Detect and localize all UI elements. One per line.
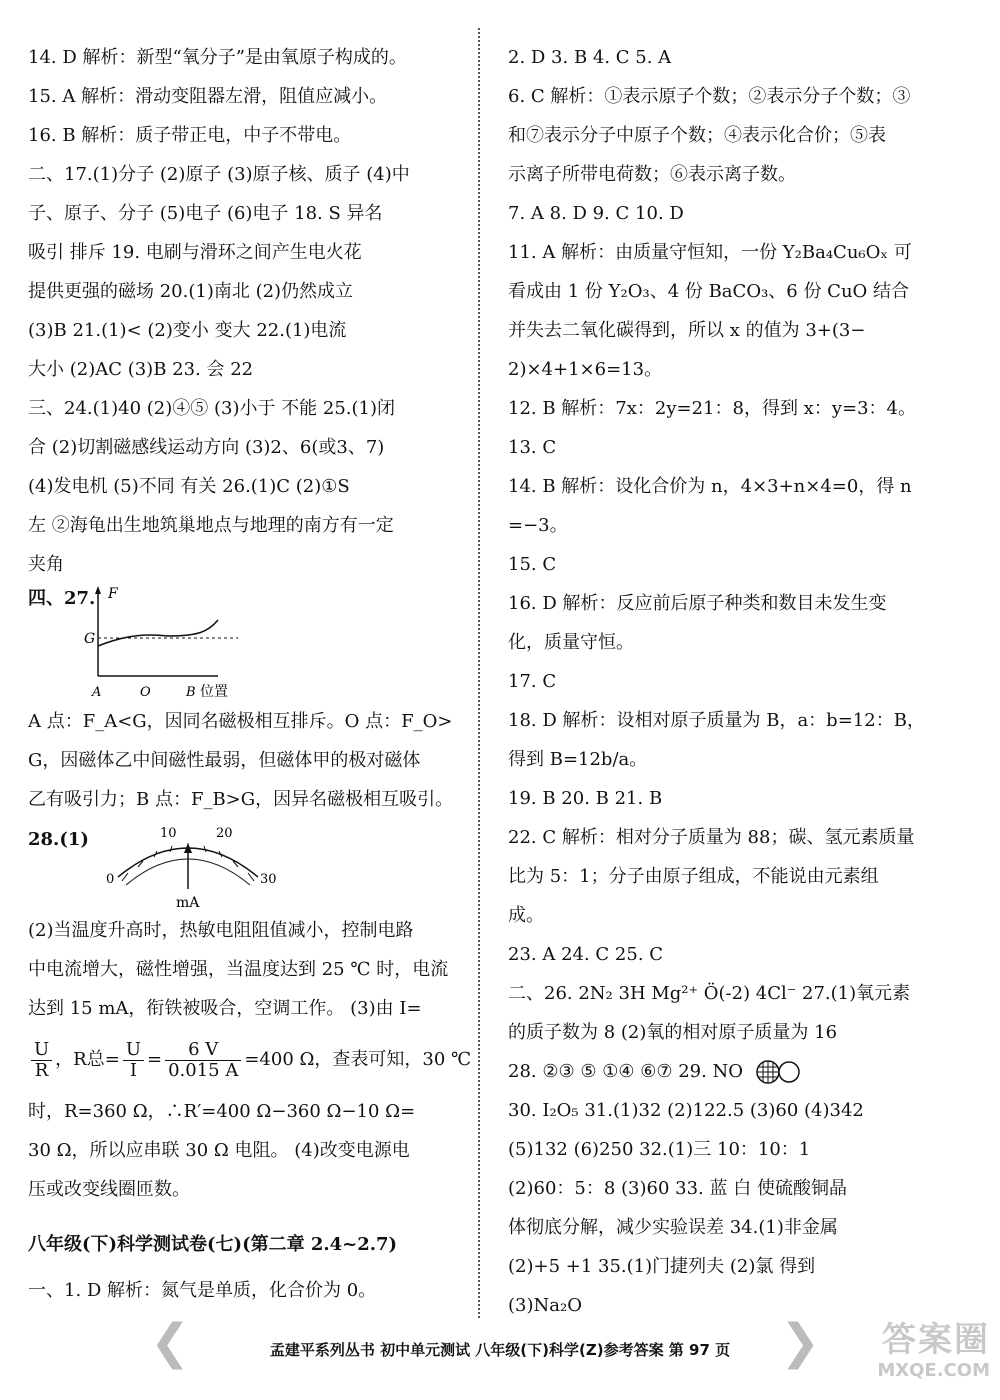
- answer-line: 11. A 解析：由质量守恒知，一份 Y₂Ba₄Cu₆Oₓ 可: [508, 242, 912, 263]
- answer-line: 体彻底分解，减少实验误差 34.(1)非金属: [508, 1217, 838, 1238]
- next-page-chevron-icon: ❯: [780, 1314, 821, 1370]
- formula-text: ，R总=: [55, 1049, 120, 1070]
- tick-label: 30: [260, 872, 277, 887]
- watermark-logo: [860, 1320, 990, 1390]
- answer-line: 16. D 解析：反应前后原子种类和数目未发生变: [508, 593, 887, 614]
- answer-line: 大小 (2)AC (3)B 23. 会 22: [28, 359, 254, 380]
- x-label-o: O: [140, 685, 151, 700]
- answer-line: 二、26. 2N₂ 3H Mg²⁺ Ö(-2) 4Cl⁻ 27.(1)氧元素: [508, 983, 911, 1004]
- fraction: [123, 1040, 144, 1081]
- answer-line: 提供更强的磁场 20.(1)南北 (2)仍然成立: [28, 281, 354, 302]
- q27-explanation: [28, 702, 468, 819]
- answer-line: 三、24.(1)40 (2)④⑤ (3)小于 不能 25.(1)闭: [28, 398, 396, 419]
- q27-label: 四、27.: [28, 588, 96, 609]
- x-label-a: A: [92, 685, 102, 700]
- left-column: [28, 38, 472, 1310]
- answer-line: 吸引 排斥 19. 电刷与滑环之间产生电火花: [28, 242, 362, 263]
- answer-line: (2)+5 +1 35.(1)门捷列夫 (2)氯 得到: [508, 1256, 816, 1277]
- right-column: [508, 38, 948, 1325]
- watermark-url: MXQE.COM: [877, 1360, 990, 1381]
- answer-line: 30. I₂O₅ 31.(1)32 (2)122.5 (3)60 (4)342: [508, 1100, 864, 1121]
- answer-line: 二、17.(1)分子 (2)原子 (3)原子核、质子 (4)中: [28, 164, 410, 185]
- molecule-model-icon: [755, 1059, 801, 1085]
- force-position-graph: [68, 584, 268, 702]
- q28-conclusion: [28, 1092, 468, 1209]
- answer-line: 15. A 解析：滑动变阻器左滑，阻值应减小。: [28, 86, 388, 107]
- answer-line: 压或改变线圈匝数。: [28, 1179, 190, 1200]
- g-label: G: [84, 631, 96, 647]
- prev-page-chevron-icon: ❮: [150, 1314, 191, 1370]
- section-title: 八年级(下)科学测试卷(七)(第二章 2.4~2.7): [28, 1234, 398, 1255]
- answer-line: 成。: [508, 905, 544, 926]
- answer-line: 30 Ω，所以应串联 30 Ω 电阻。 (4)改变电源电: [28, 1140, 410, 1161]
- answer-line: 23. A 24. C 25. C: [508, 944, 664, 965]
- answer-line: 得到 B=12b/a。: [508, 749, 648, 770]
- q28-explanation: [28, 911, 468, 1028]
- q28-figure: [28, 819, 468, 911]
- formula-text: =400 Ω，查表可知，30 ℃: [244, 1049, 472, 1070]
- answer-line: 2. D 3. B 4. C 5. A: [508, 47, 672, 68]
- y-axis-label: F: [108, 586, 118, 602]
- answer-line: (4)发电机 (5)不同 有关 26.(1)C (2)①S: [28, 476, 350, 497]
- answer-line: 达到 15 mA，衔铁被吸合，空调工作。 (3)由 I=: [28, 998, 422, 1019]
- answer-line: 并失去二氧化碳得到，所以 x 的值为 3+(3−: [508, 320, 866, 341]
- answer-line: 19. B 20. B 21. B: [508, 788, 663, 809]
- answer-line: 中电流增大，磁性增强，当温度达到 25 ℃ 时，电流: [28, 959, 449, 980]
- answer-line: (2)60：5：8 (3)60 33. 蓝 白 使硫酸铜晶: [508, 1178, 847, 1199]
- numerator: 6 V: [165, 1040, 241, 1061]
- force-curve: [98, 620, 218, 646]
- page-footer: 孟建平系列丛书 初中单元测试 八年级(下)科学(Z)参考答案 第 97 页: [269, 1341, 731, 1359]
- answer-line: 7. A 8. D 9. C 10. D: [508, 203, 684, 224]
- x-axis-label: 位置: [200, 684, 228, 700]
- answer-line: =−3。: [508, 515, 568, 536]
- answer-line: 时，R=360 Ω，∴R′=400 Ω−360 Ω−10 Ω=: [28, 1101, 416, 1122]
- answer-line: 6. C 解析：①表示原子个数；②表示分子个数；③: [508, 86, 911, 107]
- numerator: U: [31, 1040, 52, 1061]
- column-divider: [478, 28, 480, 1318]
- answer-line: 合 (2)切割磁感线运动方向 (3)2、6(或3、7): [28, 437, 385, 458]
- answer-line: 18. D 解析：设相对原子质量为 B，a：b=12：B，: [508, 710, 925, 731]
- answer-line: 看成由 1 份 Y₂O₃、4 份 BaCO₃、6 份 CuO 结合: [508, 281, 910, 302]
- answer-line: 12. B 解析：7x：2y=21：8，得到 x：y=3：4。: [508, 398, 916, 419]
- denominator: 0.015 A: [168, 1059, 239, 1081]
- denominator: I: [129, 1059, 137, 1081]
- answer-line: 化，质量守恒。: [508, 632, 634, 653]
- ohms-law-formula: [28, 1028, 472, 1092]
- answer-line: 13. C: [508, 437, 557, 458]
- answer-line: 14. B 解析：设化合价为 n，4×3+n×4=0，得 n: [508, 476, 912, 497]
- tick-label: 10: [160, 826, 177, 841]
- answer-line: 16. B 解析：质子带正电，中子不带电。: [28, 125, 352, 146]
- answer-line: 22. C 解析：相对分子质量为 88；碳、氢元素质量: [508, 827, 915, 848]
- answer-line: (2)当温度升高时，热敏电阻阻值减小，控制电路: [28, 920, 414, 941]
- answer-line: (3)Na₂O: [508, 1295, 582, 1316]
- fraction: [165, 1040, 241, 1081]
- answer-line: 和⑦表示分子中原子个数；④表示化合价；⑤表: [508, 125, 886, 146]
- answer-line: (5)132 (6)250 32.(1)三 10：10：1: [508, 1139, 811, 1160]
- answer-line: 2)×4+1×6=13。: [508, 359, 663, 380]
- watermark-text: 答案圈: [882, 1320, 990, 1360]
- answer-line: 一、1. D 解析：氮气是单质，化合价为 0。: [28, 1280, 377, 1301]
- tick-label: 20: [216, 826, 233, 841]
- answer-line: 左 ②海龟出生地筑巢地点与地理的南方有一定: [28, 515, 394, 536]
- answer-line: 示离子所带电荷数；⑥表示离子数。: [508, 164, 796, 185]
- tick-label: 0: [106, 872, 115, 887]
- answer-line: G，因磁体乙中间磁性最弱，但磁体甲的极对磁体: [28, 750, 421, 771]
- fraction: [31, 1040, 52, 1081]
- answer-text: 28. ②③ ⑤ ①④ ⑥⑦ 29. NO: [508, 1061, 744, 1082]
- ammeter-dial: [88, 819, 278, 911]
- answer-line-q28-29: [508, 1052, 948, 1091]
- answer-line: 比为 5：1；分子由原子组成，不能说由元素组: [508, 866, 879, 887]
- q28-label: 28.(1): [28, 829, 89, 850]
- unit-label: mA: [176, 895, 200, 911]
- x-label-b: B: [186, 685, 196, 700]
- left-answers: [28, 38, 468, 584]
- numerator: U: [123, 1040, 144, 1061]
- answer-line: 子、原子、分子 (5)电子 (6)电子 18. S 异名: [28, 203, 383, 224]
- denominator: R: [34, 1059, 49, 1081]
- answer-line: A 点：F_A<G，因同名磁极相互排斥。O 点：F_O>: [28, 711, 453, 732]
- answer-line: 乙有吸引力；B 点：F_B>G，因异名磁极相互吸引。: [28, 789, 454, 810]
- answer-line: (3)B 21.(1)< (2)变小 变大 22.(1)电流: [28, 320, 347, 341]
- answer-line: 14. D 解析：新型“氧分子”是由氧原子构成的。: [28, 47, 407, 68]
- answer-line: 的质子数为 8 (2)氧的相对原子质量为 16: [508, 1022, 838, 1043]
- answer-line: 15. C: [508, 554, 557, 575]
- answer-line: 夹角: [28, 554, 64, 575]
- q27-figure: [28, 584, 468, 702]
- answer-line: 17. C: [508, 671, 557, 692]
- formula-text: =: [146, 1049, 163, 1070]
- y-axis-arrow: [95, 586, 101, 594]
